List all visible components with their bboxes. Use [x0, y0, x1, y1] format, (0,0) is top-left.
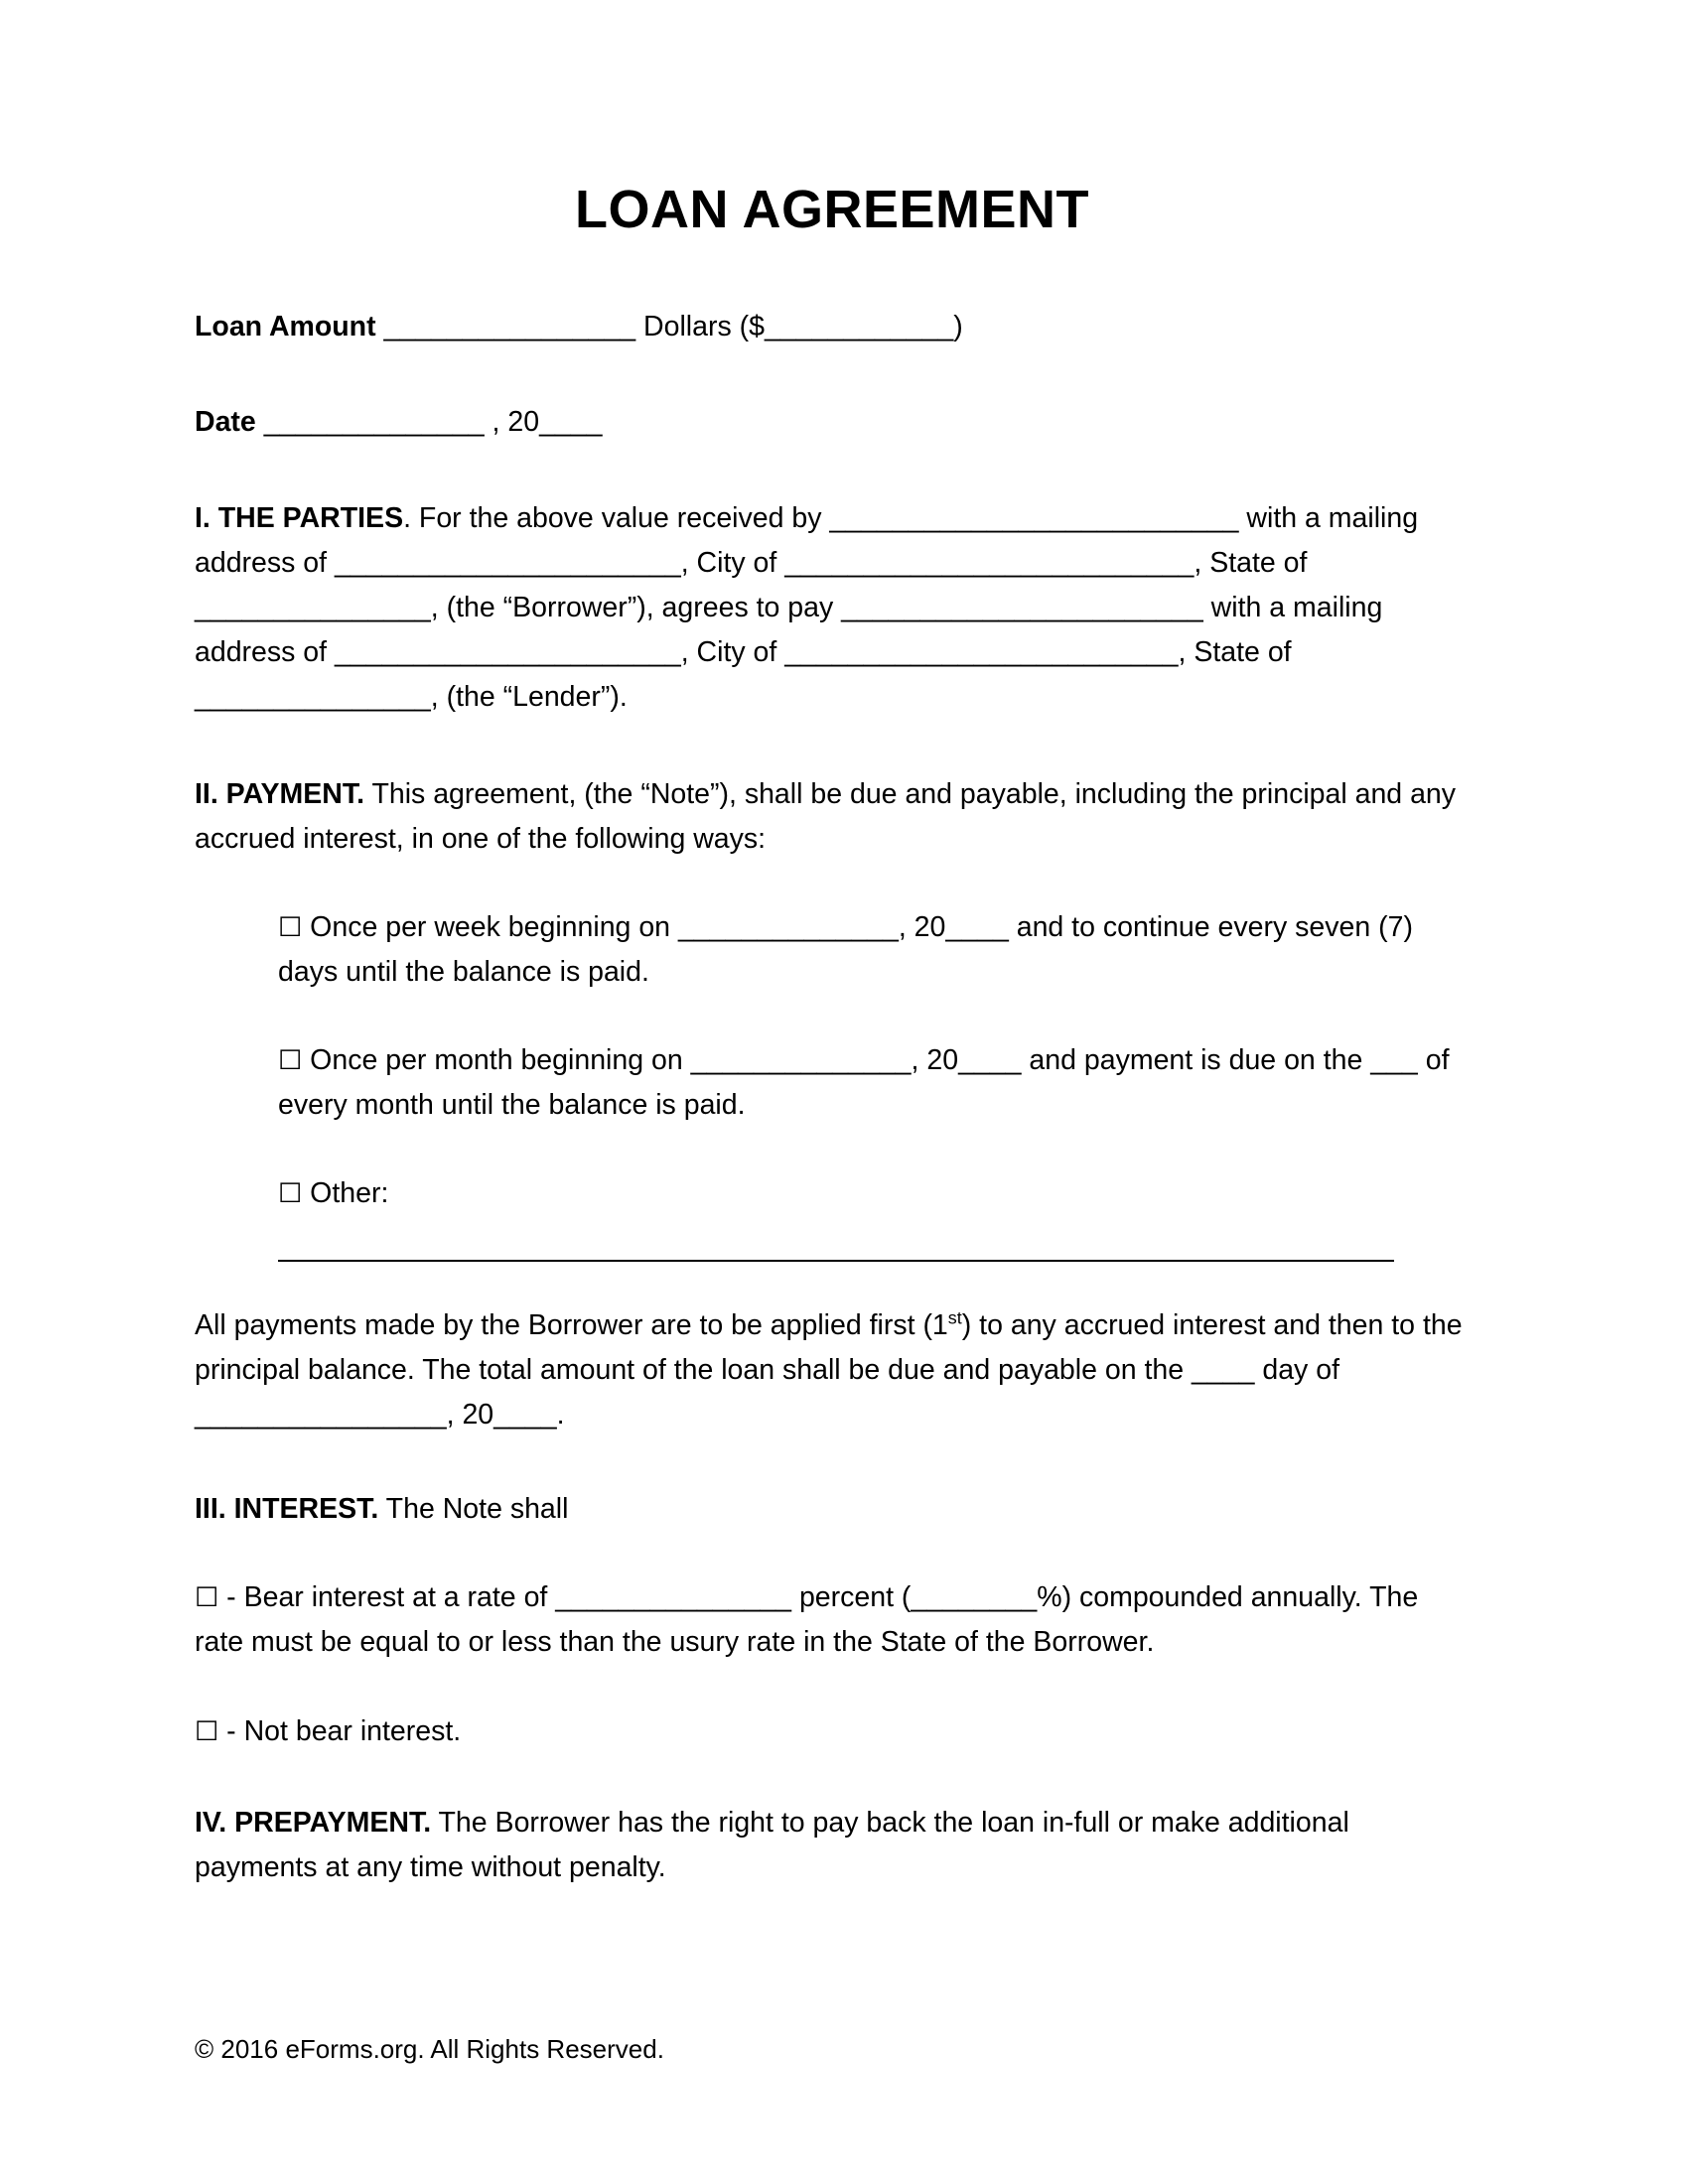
parties-text-4: , State of: [1194, 547, 1308, 580]
parties-borrower-city-blank[interactable]: __________________________: [784, 547, 1195, 580]
other-label: Other:: [302, 1176, 389, 1209]
monthly-year-blank[interactable]: ____: [958, 1043, 1022, 1076]
checkbox-icon[interactable]: ☐: [195, 1581, 219, 1613]
loan-amount-blank[interactable]: ________________: [375, 311, 644, 343]
all-payments-text-1: All payments made by the Borrower are to be applied first (1: [195, 1308, 948, 1341]
section-prepayment: [195, 1801, 1470, 1890]
section-payment-heading: II. PAYMENT.: [195, 777, 365, 810]
section-parties: [195, 496, 1470, 720]
bear-text-2: percent (: [791, 1580, 912, 1613]
prepayment-body-text: The Borrower has the right to pay back the loan in-full or make additional payments at any time without penalty.: [195, 1806, 1349, 1883]
dollars-close-paren: ): [953, 311, 963, 343]
all-payments-text-4: , 20: [446, 1398, 494, 1431]
payment-option-weekly[interactable]: [278, 905, 1470, 995]
payment-option-other[interactable]: [278, 1171, 1470, 1216]
date-year-prefix: , 20: [492, 406, 540, 439]
other-fill-in-line-wrap: [195, 1260, 1470, 1262]
payment-option-monthly[interactable]: [278, 1038, 1470, 1128]
loan-amount-label: Loan Amount: [195, 311, 376, 343]
weekly-date-blank[interactable]: ______________: [677, 910, 899, 943]
weekly-text-1: Once per week beginning on: [302, 910, 678, 943]
checkbox-icon[interactable]: ☐: [278, 1177, 303, 1209]
interest-option-not-bear[interactable]: [195, 1709, 1470, 1754]
monthly-text-1: Once per month beginning on: [302, 1043, 691, 1076]
interest-rate-number-blank[interactable]: ________: [911, 1580, 1038, 1613]
monthly-text-4: of every month until the balance is paid.: [278, 1043, 1450, 1121]
parties-text-3: , City of: [680, 547, 785, 580]
section-interest: [195, 1487, 1470, 1532]
checkbox-icon[interactable]: ☐: [278, 911, 303, 943]
section-interest-heading: III. INTEREST.: [195, 1492, 379, 1525]
monthly-text-3: and payment is due on the: [1021, 1043, 1371, 1076]
date-line: [195, 400, 1470, 445]
weekly-text-2: , 20: [898, 910, 946, 943]
section-payment: [195, 772, 1470, 862]
monthly-text-2: , 20: [911, 1043, 959, 1076]
parties-text-9: , (the “Lender”).: [430, 681, 628, 714]
interest-option-bear[interactable]: [195, 1575, 1470, 1665]
parties-borrower-name-blank[interactable]: __________________________: [829, 502, 1239, 535]
dollars-text: Dollars ($: [643, 311, 765, 343]
date-label: Date: [195, 406, 256, 439]
dollars-amount-blank[interactable]: ____________: [764, 311, 954, 343]
parties-text-2: with a mailing address of: [195, 502, 1419, 580]
all-payments-text-3: day of: [1254, 1353, 1339, 1386]
weekly-year-blank[interactable]: ____: [945, 910, 1009, 943]
parties-text-5: , (the “Borrower”), agrees to pay: [430, 592, 842, 624]
interest-intro-text: The Note shall: [378, 1492, 569, 1525]
bear-text-3: %) compounded annually. The rate must be equal to or less than the usury rate in the State of the Borrower.: [195, 1580, 1419, 1658]
page-title: LOAN AGREEMENT: [575, 180, 1089, 239]
parties-borrower-address-blank[interactable]: ______________________: [335, 547, 681, 580]
monthly-day-blank[interactable]: ___: [1370, 1043, 1418, 1076]
parties-text-8: , State of: [1178, 636, 1292, 669]
all-payments-text-5: .: [556, 1398, 565, 1431]
date-year-blank[interactable]: ____: [539, 406, 603, 439]
parties-lender-address-blank[interactable]: ______________________: [335, 636, 681, 669]
section-parties-heading: I. THE PARTIES: [195, 502, 404, 535]
parties-lender-state-blank[interactable]: _______________: [195, 681, 431, 714]
payment-intro-text: This agreement, (the “Note”), shall be due and payable, including the principal and any accrued interest, in one of the following ways:: [195, 777, 1457, 855]
all-payments-text-2: ) to any accrued interest and then to the principal balance. The total amount of the loan shall be due and payable on the: [195, 1308, 1463, 1386]
parties-lender-name-blank[interactable]: _______________________: [841, 592, 1203, 624]
parties-text-7: , City of: [680, 636, 785, 669]
not-bear-text: - Not bear interest.: [218, 1714, 462, 1747]
footer-copyright: © 2016 eForms.org. All Rights Reserved.: [195, 2034, 664, 2064]
checkbox-icon[interactable]: ☐: [195, 1715, 219, 1747]
loan-amount-line: [195, 305, 1470, 349]
other-fill-in-line[interactable]: [278, 1260, 1394, 1262]
all-payments-paragraph: [195, 1303, 1470, 1437]
ordinal-suffix: st: [947, 1307, 962, 1328]
date-blank[interactable]: ______________: [255, 406, 492, 439]
due-day-blank[interactable]: ____: [1192, 1353, 1255, 1386]
checkbox-icon[interactable]: ☐: [278, 1044, 303, 1076]
parties-text-6: with a mailing address of: [195, 592, 1383, 669]
section-prepayment-heading: IV. PREPAYMENT.: [195, 1806, 432, 1839]
due-month-blank[interactable]: ________________: [195, 1398, 447, 1431]
interest-rate-words-blank[interactable]: _______________: [555, 1580, 792, 1613]
due-year-blank[interactable]: ____: [493, 1398, 557, 1431]
monthly-date-blank[interactable]: ______________: [690, 1043, 912, 1076]
parties-borrower-state-blank[interactable]: _______________: [195, 592, 431, 624]
parties-lender-city-blank[interactable]: _________________________: [784, 636, 1179, 669]
parties-text-1: . For the above value received by: [403, 502, 830, 535]
bear-text-1: - Bear interest at a rate of: [218, 1580, 556, 1613]
weekly-text-3: and to continue every seven (7) days until the balance is paid.: [278, 910, 1413, 988]
